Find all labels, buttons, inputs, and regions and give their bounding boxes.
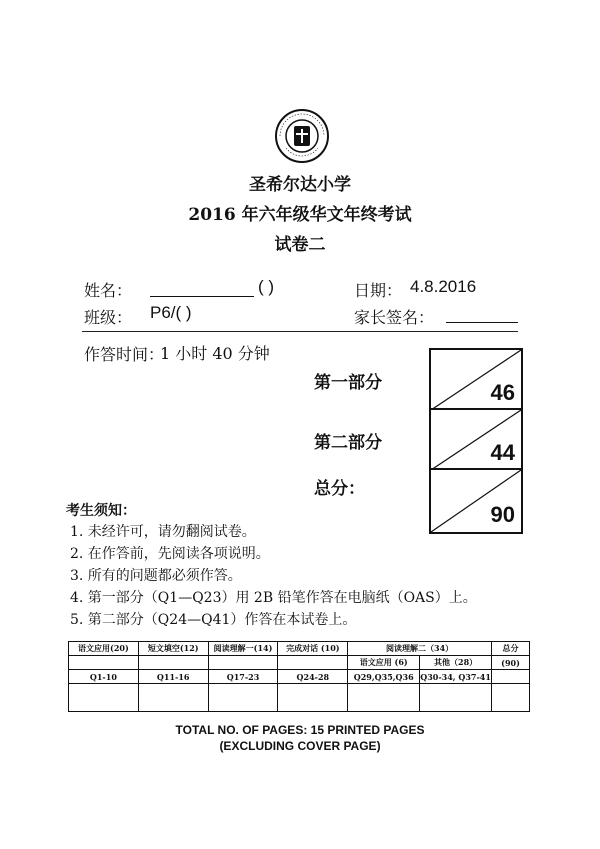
date-label: 日期： [354, 281, 403, 300]
school-name: 圣希尔达小学 [249, 175, 351, 195]
total-label: 总分： [314, 479, 365, 499]
part1-score-box [429, 348, 523, 412]
table-score-cell [278, 684, 348, 712]
table-cell: Q17-23 [208, 670, 278, 684]
table-subheader: 语文应用 (6) [348, 656, 420, 670]
school-crest-logo [274, 108, 330, 164]
table-cell: Q24-28 [278, 670, 348, 684]
exam-title: 2016 年六年级华文年终考试 [188, 205, 412, 225]
note-item-4: 4. 第一部分（Q1—Q23）用 2B 铅笔作答在电脑纸（OAS）上。 [70, 590, 477, 606]
table-score-cell [138, 684, 208, 712]
table-header: 总分 [492, 642, 530, 656]
table-score-cell [492, 684, 530, 712]
table-header: 阅读理解一(14) [208, 642, 278, 656]
parent-signature-label: 家长签名： [354, 308, 435, 327]
note-item-2: 2. 在作答前，先阅读各项说明。 [70, 546, 270, 562]
table-cell [492, 670, 530, 684]
time-label: 作答时间： [84, 345, 165, 364]
class-label: 班级： [84, 308, 133, 327]
table-subheader: (90) [492, 656, 530, 670]
divider-line [82, 331, 518, 332]
part1-label: 第一部分 [314, 373, 382, 393]
table-cell: Q29,Q35,Q36 [348, 670, 420, 684]
paper-title: 试卷二 [274, 235, 326, 255]
total-score: 90 [490, 502, 515, 527]
table-subheader: 其他（28） [420, 656, 492, 670]
total-score-box [429, 468, 523, 534]
table-score-cell [69, 684, 139, 712]
table-header: 短文填空(12) [138, 642, 208, 656]
part2-label: 第二部分 [314, 433, 382, 453]
part1-score: 46 [490, 380, 515, 405]
section-score-table [68, 641, 530, 712]
table-header: 完成对话 (10) [278, 642, 348, 656]
time-value: 1 小时 40 分钟 [160, 344, 270, 363]
table-cell: Q1-10 [69, 670, 139, 684]
table-cell: Q30-34, Q37-41 [420, 671, 491, 682]
signature-blank-line [446, 322, 518, 323]
table-header: 语文应用(20) [69, 642, 139, 656]
name-label: 姓名： [84, 281, 133, 300]
table-score-cell [420, 684, 492, 712]
table-header: 阅读理解二（34） [348, 642, 492, 656]
date-value: 4.8.2016 [410, 277, 477, 296]
note-item-3: 3. 所有的问题都必须作答。 [70, 568, 242, 584]
name-blank-line [150, 296, 254, 297]
table-cell: Q11-16 [138, 670, 208, 684]
notes-title: 考生须知： [66, 503, 136, 519]
part2-score-box [429, 408, 523, 472]
table-score-cell [348, 684, 420, 712]
page-count-note: (EXCLUDING COVER PAGE) [219, 739, 381, 753]
note-item-5: 5. 第二部分（Q24—Q41）作答在本试卷上。 [70, 612, 357, 628]
part2-score: 44 [490, 440, 515, 465]
note-item-1: 1. 未经许可，请勿翻阅试卷。 [70, 524, 256, 540]
name-index-parens: ( ) [258, 277, 275, 296]
page-count-line: TOTAL NO. OF PAGES: 15 PRINTED PAGES [175, 723, 425, 737]
class-value: P6/( ) [150, 303, 192, 322]
table-score-cell [208, 684, 278, 712]
